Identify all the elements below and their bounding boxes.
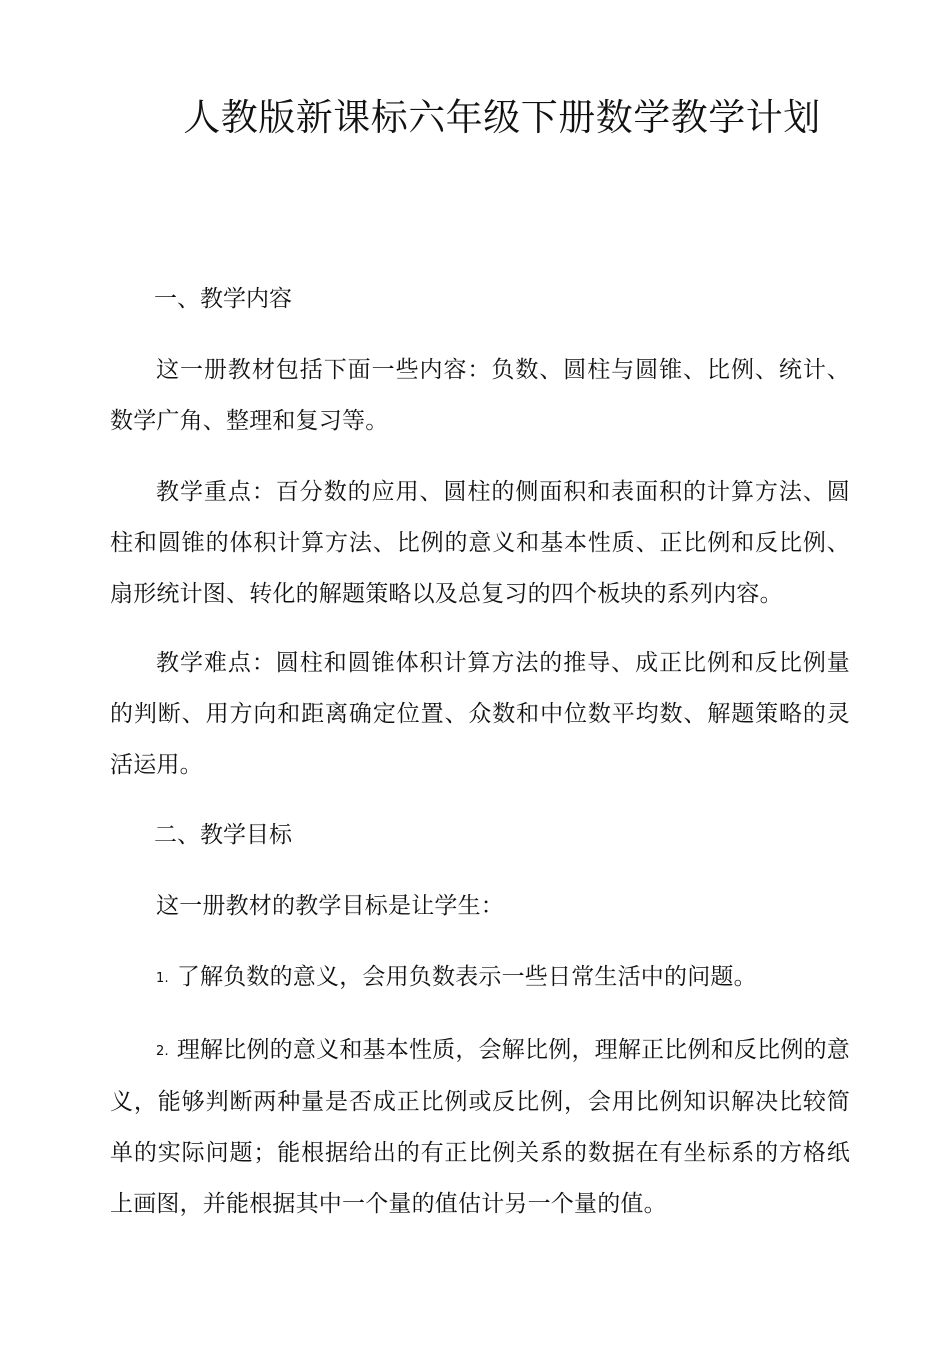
section-heading-teaching-goals: 二、教学目标 (154, 822, 292, 848)
list-item-number: 1. (156, 970, 169, 986)
document-title: 人教版新课标六年级下册数学教学计划 (183, 96, 821, 139)
section-heading-teaching-content: 一、教学内容 (154, 286, 292, 312)
paragraph-content: 这一册教材包括下面一些内容：负数、圆柱与圆锥、比例、统计、数学广角、整理和复习等。 (110, 357, 850, 434)
list-item-number: 2. (156, 1043, 169, 1059)
paragraph-key-points: 教学重点：百分数的应用、圆柱的侧面积和表面积的计算方法、圆柱和圆锥的体积计算方法、比例的意义和基本性质、正比例和反比例、扇形统计图、转化的解题策略以及总复习的四个板块的系列内容。 (110, 479, 850, 607)
list-item-goal-2 (110, 1025, 850, 1230)
list-item-text: 了解负数的意义，会用负数表示一些日常生活中的问题。 (176, 964, 757, 990)
list-item-text: 理解比例的意义和基本性质，会解比例，理解正比例和反比例的意义，能够判断两种量是否成正比例或反比例，会用比例知识解决比较简单的实际问题；能根据给出的有正比例关系的数据在有坐标系的方格纸上画图，并能根据其中一个量的值估计另一个量的值。 (110, 1037, 850, 1217)
paragraph-difficulties: 教学难点：圆柱和圆锥体积计算方法的推导、成正比例和反比例量的判断、用方向和距离确定位置、众数和中位数平均数、解题策略的灵活运用。 (110, 650, 850, 778)
paragraph-goals-intro: 这一册教材的教学目标是让学生： (156, 893, 504, 919)
list-item-goal-1 (110, 952, 850, 1004)
